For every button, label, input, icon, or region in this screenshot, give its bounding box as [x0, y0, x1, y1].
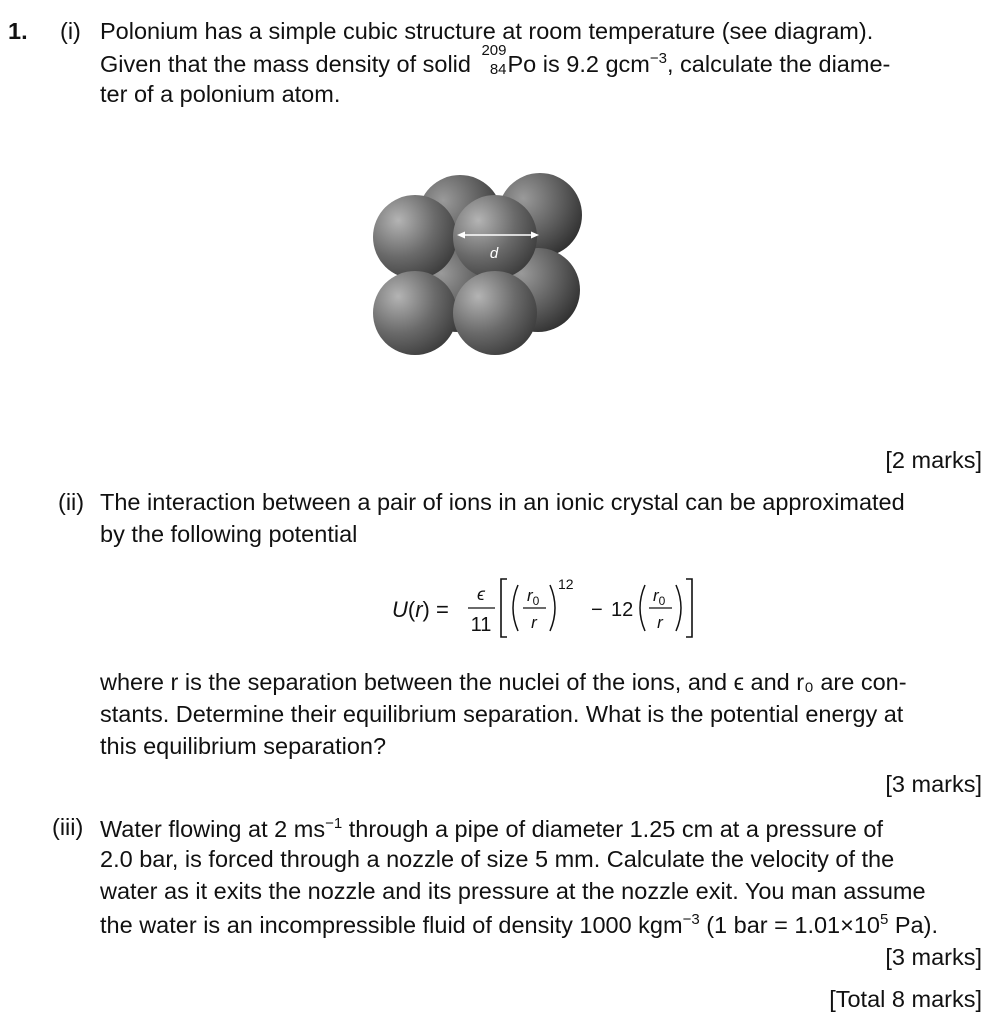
formula-coefficient: 12 — [611, 599, 634, 621]
density-exponent: −3 — [649, 50, 667, 67]
part-iii-line1-b: through a pipe of diameter 1.25 cm at a pressure of — [348, 815, 883, 842]
svg-text:r: r — [657, 613, 663, 632]
part-i-density: is 9.2 gcm — [542, 50, 650, 77]
part-ii-line2: by the following potential — [100, 521, 358, 547]
part-i-line2-after: , calculate the diame- — [666, 50, 891, 77]
part-i-line2 — [100, 41, 891, 78]
part-iii-line4-b: (1 bar = 1.01×10 — [706, 911, 880, 938]
formula-numerator: ϵ — [477, 584, 485, 604]
part-ii-line3: where r is the separation between the nuclei of the ions, and ϵ and r₀ are con- — [100, 669, 907, 695]
isotope-atomic-number: 84 — [489, 60, 507, 78]
formula-minus: − — [591, 599, 603, 621]
part-ii-line1: The interaction between a pair of ions in an ionic crystal can be approximated — [100, 489, 905, 515]
isotope-mass: 209 — [481, 41, 507, 59]
part-iii-line1-a: Water flowing at 2 ms — [100, 815, 326, 842]
diameter-label: d — [489, 245, 499, 262]
velocity-exponent: −1 — [325, 815, 343, 832]
atom-front-top-right — [453, 195, 537, 279]
simple-cubic-diagram — [365, 165, 590, 365]
svg-text:r0: $r_0$ — [653, 586, 666, 608]
part-i-line3: ter of a polonium atom. — [100, 81, 341, 107]
isotope-notation — [478, 41, 508, 78]
part-ii-line4: stants. Determine their equilibrium separation. What is the potential energy at — [100, 701, 904, 727]
part-ii-marks: [3 marks] — [885, 771, 982, 797]
atom-front-top-left — [373, 195, 457, 279]
part-iii-marks: [3 marks] — [885, 944, 982, 970]
part-ii-label: (ii) — [58, 489, 85, 515]
part-i-label: (i) — [60, 18, 81, 44]
svg-text:r0: $r_0$ — [527, 586, 540, 608]
part-iii-line4-a: the water is an incompressible fluid of density 1000 kgm — [100, 911, 683, 938]
atom-front-bottom-right — [453, 271, 537, 355]
atom-front-bottom-left — [373, 271, 457, 355]
pascal-exponent: 5 — [880, 911, 889, 928]
part-i-line1: Polonium has a simple cubic structure at room temperature (see diagram). — [100, 18, 874, 44]
question-number: 1. — [8, 18, 28, 44]
part-iii-line4-c: Pa). — [894, 911, 938, 938]
formula-denominator: 11 — [470, 614, 492, 636]
isotope-symbol: Po — [507, 50, 537, 77]
svg-text:U(r) =: U(r) = — [392, 597, 449, 622]
part-iii-line1 — [100, 816, 883, 841]
part-iii-line3: water as it exits the nozzle and its pressure at the nozzle exit. You man assume — [100, 878, 926, 904]
svg-text:r: r — [531, 613, 537, 632]
potential-formula — [392, 573, 712, 643]
part-iii-line4 — [100, 912, 938, 937]
part-iii-label: (iii) — [52, 814, 84, 840]
part-i-marks: [2 marks] — [885, 447, 982, 473]
part-iii-line2: 2.0 bar, is forced through a nozzle of size 5 mm. Calculate the velocity of the — [100, 846, 895, 872]
density-exponent-iii: −3 — [682, 911, 700, 928]
total-marks: [Total 8 marks] — [829, 986, 982, 1012]
part-ii-line5: this equilibrium separation? — [100, 733, 387, 759]
formula-exponent: 12 — [558, 576, 574, 592]
part-i-line2-before: Given that the mass density of solid — [100, 50, 471, 77]
